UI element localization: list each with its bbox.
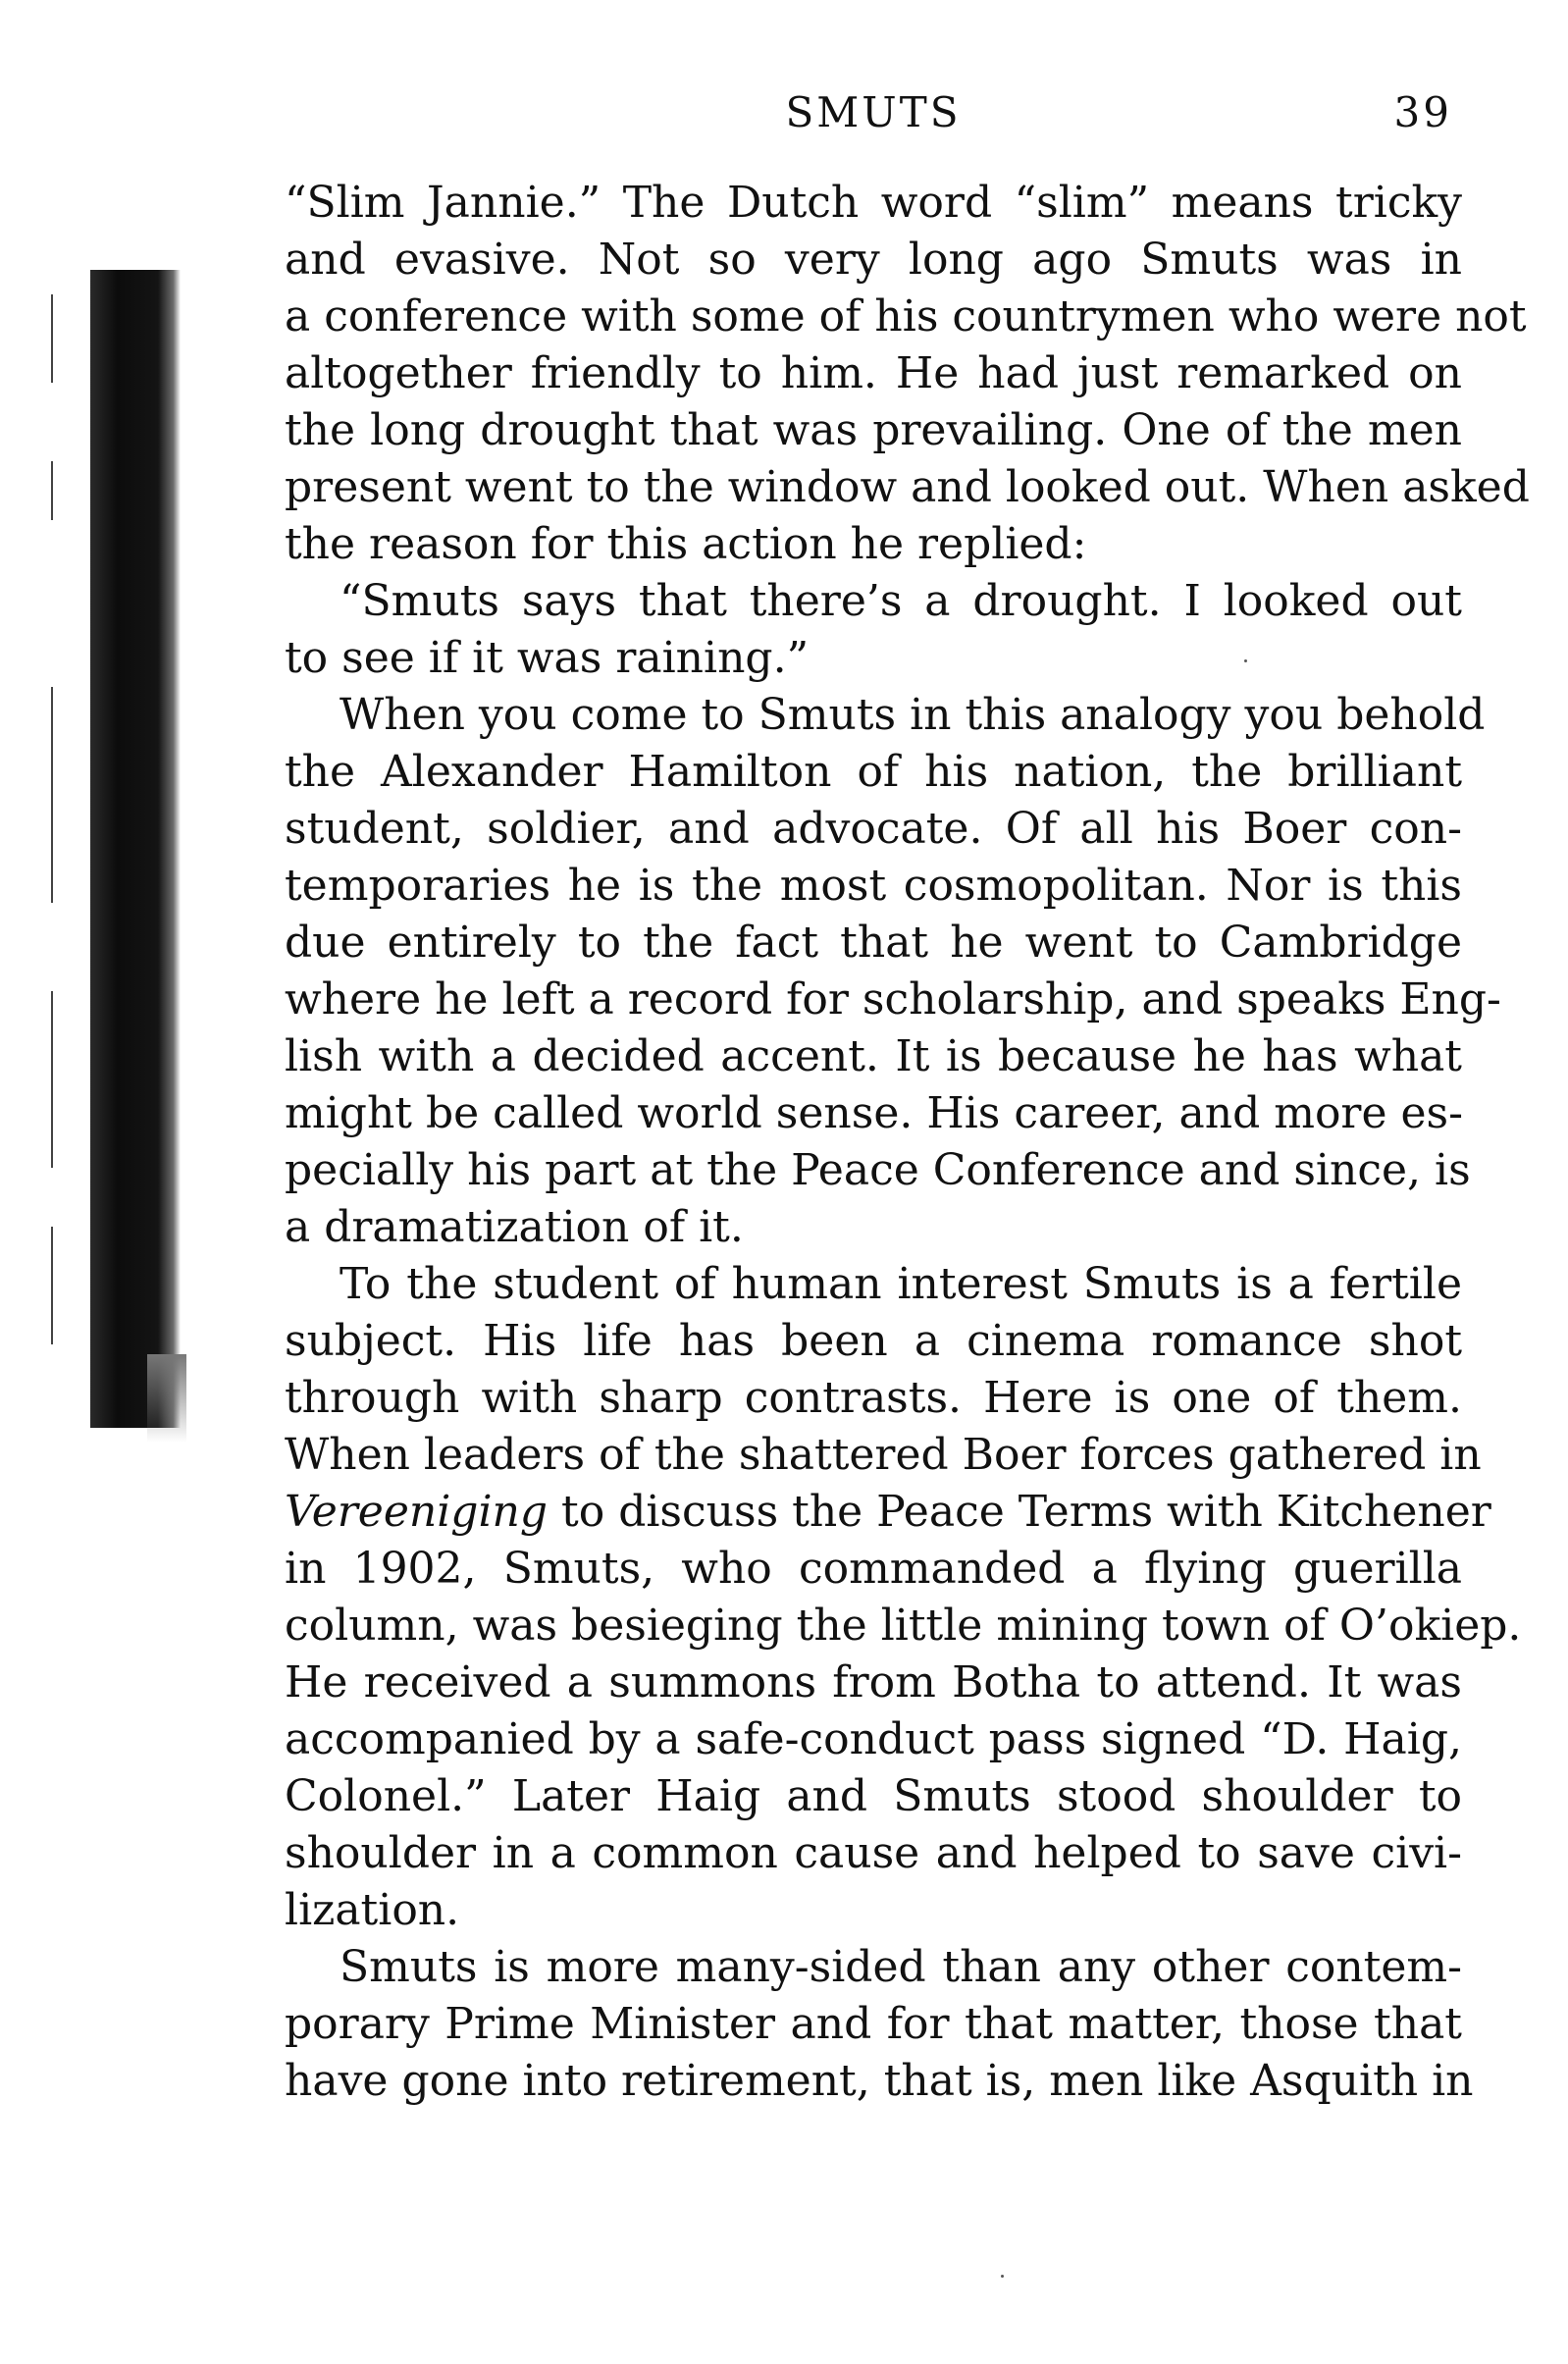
text-line-with-italic <box>285 1484 1491 1541</box>
text-line-rest: to discuss the Peace Terms with Kitchener <box>548 1487 1491 1537</box>
text-line: subject. His life has been a cinema romance shot <box>285 1316 1462 1366</box>
text-line: in 1902, Smuts, who commanded a flying guerilla <box>285 1544 1462 1594</box>
text-line: have gone into retirement, that is, men like Asquith in <box>285 2056 1474 2106</box>
text-line: the reason for this action he replied: <box>285 519 1087 569</box>
margin-mark <box>51 687 53 903</box>
text-line: a conference with some of his countrymen who were not <box>285 291 1527 341</box>
text-line: student, soldier, and advocate. Of all his Boer con- <box>285 804 1462 854</box>
margin-mark <box>51 991 53 1168</box>
scan-gutter-shadow <box>90 270 181 1428</box>
text-line: lish with a decided accent. It is because he has what <box>285 1031 1462 1081</box>
scan-gutter-shadow-fade <box>147 1354 186 1443</box>
body-text <box>285 175 1530 2110</box>
italic-place-name: Vereeniging <box>285 1487 549 1537</box>
text-line: “Slim Jannie.” The Dutch word “slim” means tricky <box>285 178 1462 228</box>
text-line: accompanied by a safe-conduct pass signed “D. Haig, <box>285 1714 1462 1764</box>
text-line: through with sharp contrasts. Here is one of them. <box>285 1373 1462 1423</box>
scan-speck <box>1001 2275 1004 2278</box>
text-line: He received a summons from Botha to attend. It was <box>285 1657 1462 1707</box>
running-title: SMUTS <box>785 88 962 136</box>
text-line: To the student of human interest Smuts is a fertile <box>340 1259 1462 1309</box>
text-line: lization. <box>285 1885 460 1935</box>
text-line: the long drought that was prevailing. One of the men <box>285 405 1462 455</box>
text-line: When leaders of the shattered Boer forces gathered in <box>285 1430 1482 1480</box>
text-line: “Smuts says that there’s a drought. I looked out <box>340 576 1462 626</box>
margin-mark <box>51 294 53 383</box>
text-line: Colonel.” Later Haig and Smuts stood shoulder to <box>285 1771 1462 1821</box>
text-line: pecially his part at the Peace Conference and since, is <box>285 1145 1471 1195</box>
text-line: might be called world sense. His career, and more es- <box>285 1088 1463 1138</box>
running-head <box>285 88 1462 147</box>
text-line: a dramatization of it. <box>285 1202 744 1252</box>
text-line: Smuts is more many-sided than any other contem- <box>340 1942 1462 1992</box>
text-line: and evasive. Not so very long ago Smuts was in <box>285 235 1462 285</box>
page-number: 39 <box>1393 88 1452 136</box>
margin-mark <box>51 461 53 520</box>
text-line: present went to the window and looked out. When asked <box>285 462 1530 512</box>
text-line: altogether friendly to him. He had just remarked on <box>285 348 1462 398</box>
text-line: When you come to Smuts in this analogy you behold <box>340 690 1486 740</box>
text-line: where he left a record for scholarship, and speaks Eng- <box>285 974 1501 1024</box>
text-line: to see if it was raining.” <box>285 633 810 683</box>
text-line: column, was besieging the little mining town of O’okiep. <box>285 1601 1522 1651</box>
margin-mark <box>51 1227 53 1344</box>
text-line: shoulder in a common cause and helped to save civi- <box>285 1828 1462 1878</box>
text-line: the Alexander Hamilton of his nation, the brilliant <box>285 747 1462 797</box>
text-line: porary Prime Minister and for that matter, those that <box>285 1999 1462 2049</box>
text-line: due entirely to the fact that he went to Cambridge <box>285 918 1462 968</box>
text-line: temporaries he is the most cosmopolitan. Nor is this <box>285 861 1462 911</box>
